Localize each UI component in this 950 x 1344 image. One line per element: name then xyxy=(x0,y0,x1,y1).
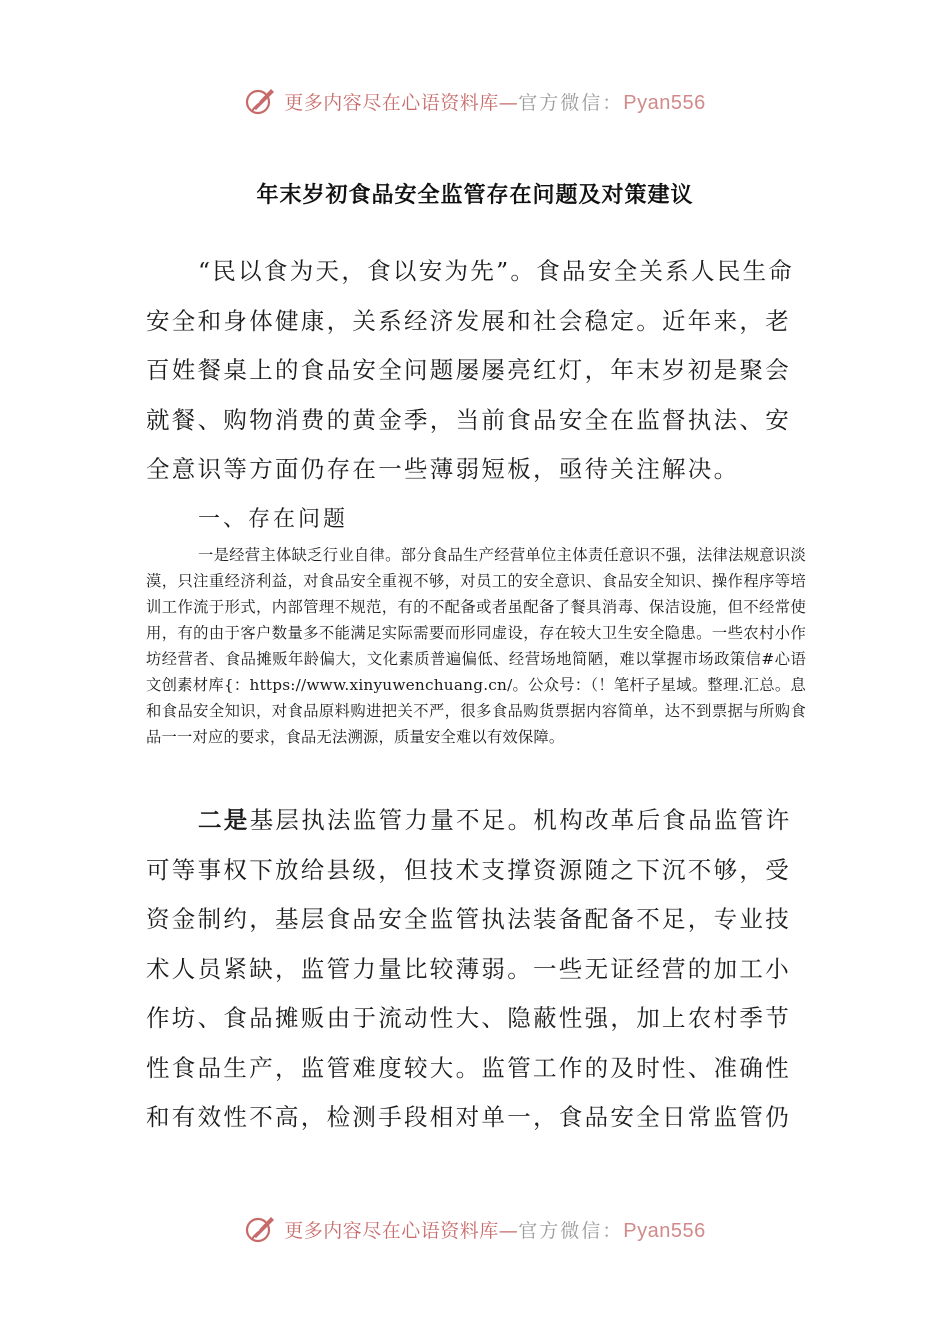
intro-paragraph: “民以食为天，食以安为先”。食品安全关系人民生命安全和身体健康，关系经济发展和社会稳定。近年来，老百姓餐桌上的食品安全问题屡屡亮红灯，年末岁初是聚会就餐、购物消费的黄金季，当前食品安全在监督执法、安全意识等方面仍存在一些薄弱短板，亟待关注解决。 xyxy=(146,257,795,483)
watermark-text: 更多内容尽在心语资料库—官方微信：Pyan556 xyxy=(284,91,706,114)
watermark-text: 更多内容尽在心语资料库—官方微信：Pyan556 xyxy=(284,1219,706,1242)
paragraph-2-text: 基层执法监管力量不足。机构改革后食品监管许可等事权下放给县级，但技术支撑资源随之下沉不够，受资金制约，基层食品安全监管执法装备配备不足，专业技术人员紧缺，监管力量比较薄弱。一些无证经营的加工小作坊、食品摊贩由于流动性大、隐蔽性强，加上农村季节性食品生产，监管难度较大。监管工作的及时性、准确性和有效性不高，检测手段相对单一，食品安全日常监管仍 xyxy=(146,806,792,1131)
watermark-banner-top xyxy=(0,84,950,118)
quill-logo-icon xyxy=(244,84,278,118)
paragraph-1: 一是经营主体缺乏行业自律。部分食品生产经营单位主体责任意识不强，法律法规意识淡漠，只注重经济利益，对食品安全重视不够，对员工的安全意识、食品安全知识、操作程序等培训工作流于形式，内部管理不规范，有的不配备或者虽配备了餐具消毒、保洁设施，但不经常使用，有的由于客户数量多不能满足实际需要而形同虚设，存在较大卫生安全隐患。一些农村小作坊经营者、食品摊贩年龄偏大，文化素质普遍偏低、经营场地简陋，难以掌握市场政策信#心语文创素材库{：https://www.xinyuwenchuang.cn/。公众号：（！笔杆子星域。整理.汇总。息和食品安全知识，对食品原料购进把关不严，很多食品购货票据内容简单，达不到票据与所购食品一一对应的要求，食品无法溯源，质量安全难以有效保障。 xyxy=(146,546,806,746)
section-heading: 一、存在问题 xyxy=(198,507,349,532)
watermark-banner-bottom xyxy=(0,1212,950,1246)
quill-logo-icon xyxy=(244,1212,278,1246)
paragraph-2-lead: 二是 xyxy=(198,806,250,834)
document-title: 年末岁初食品安全监管存在问题及对策建议 xyxy=(256,183,694,208)
paragraph-2 xyxy=(146,796,806,1143)
